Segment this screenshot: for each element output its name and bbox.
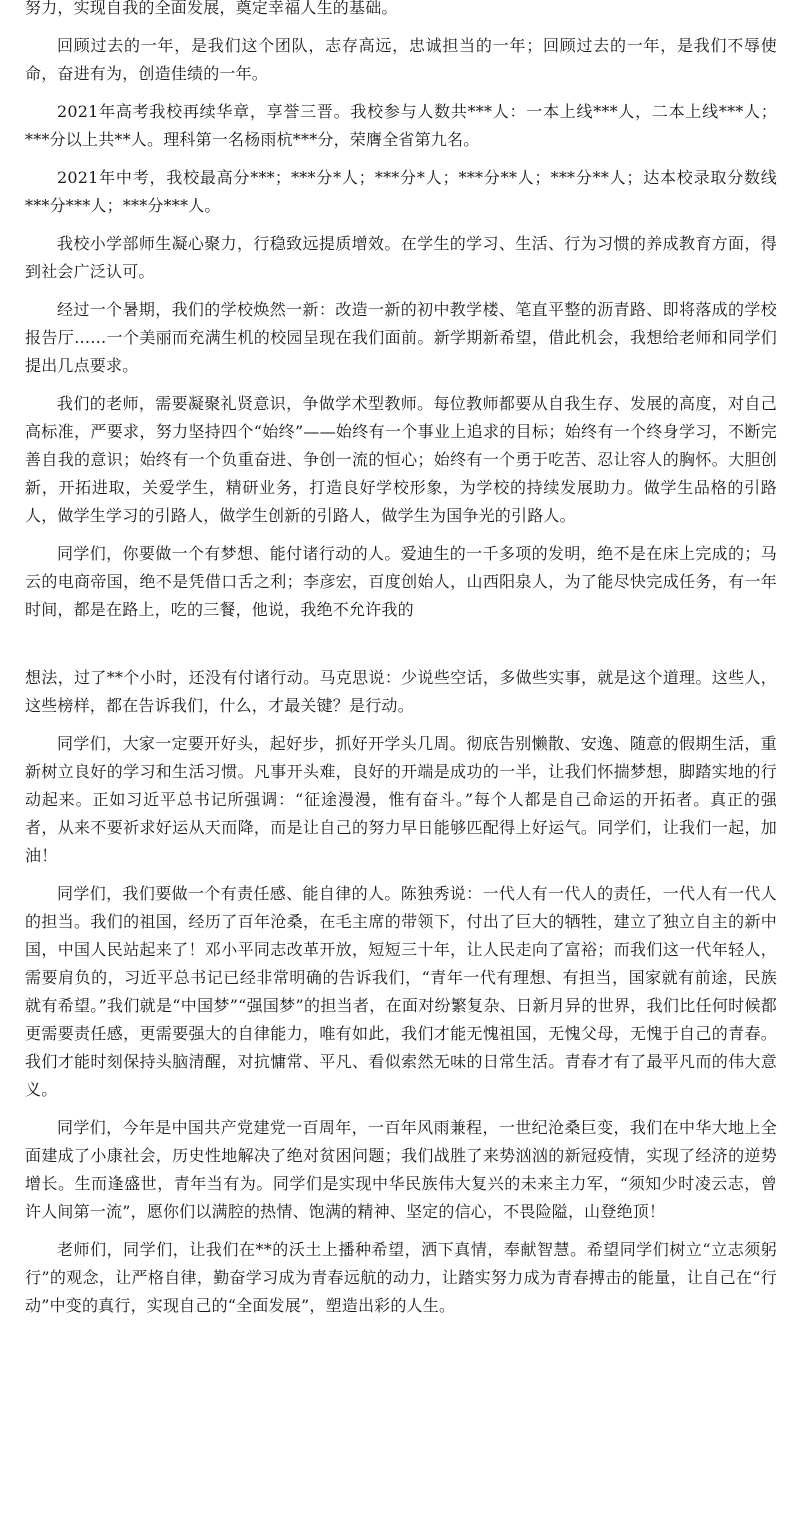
paragraph: 老师们，同学们，让我们在**的沃土上播种希望，洒下真情，奉献智慧。希望同学们树立“立志须躬行”的观念，让严格自律，勤奋学习成为青春远航的动力，让踏实努力成为青春搏击的能量，让自己在“行动”中变的真行，实现自己的“全面发展”，塑造出彩的人生。 [25,1240,777,1315]
paragraph: 想法，过了**个小时，还没有付诸行动。马克思说：少说些空话，多做些实事，就是这个道理。这些人，这些榜样，都在告诉我们，什么，才最关键？是行动。 [25,668,777,715]
paragraph: 同学们，我们要做一个有责任感、能自律的人。陈独秀说：一代人有一代人的责任，一代人有一代人的担当。我们的祖国，经历了百年沧桑，在毛主席的带领下，付出了巨大的牺牲，建立了独立自主的新中国，中国人民站起来了！邓小平同志改革开放，短短三十年，让人民走向了富裕；而我们这一代年轻人，需要肩负的，习近平总书记已经非常明确的告诉我们，“青年一代有理想、有担当，国家就有前途，民族就有希望。”我们就是“中国梦”“强国梦”的担当者，在面对纷繁复杂、日新月异的世界，我们比任何时候都更需要责任感，更需要强大的自律能力，唯有如此，我们才能无愧祖国，无愧父母，无愧于自己的青春。我们才能时刻保持头脑清醒，对抗慵常、平凡、看似索然无味的日常生活。青春才有了最平凡而的伟大意义。 [25,884,777,1099]
paragraph: 我们的老师，需要凝聚礼贤意识，争做学术型教师。每位教师都要从自我生存、发展的高度，对自己高标准，严要求，努力坚持四个“始终”——始终有一个事业上追求的目标；始终有一个终身学习，不断完善自我的意识；始终有一个负重奋进、争创一流的恒心；始终有一个勇于吃苦、忍让容人的胸怀。大胆创新，开拓进取，关爱学生，精研业务，打造良好学校形象，为学校的持续发展助力。做学生品格的引路人，做学生学习的引路人，做学生创新的引路人，做学生为国争光的引路人。 [25,394,777,525]
paragraph: 2021年中考，我校最高分***；***分*人；***分*人；***分**人；***分**人；达本校录取分数线***分***人；***分***人。 [25,168,777,215]
paragraph: 努力，实现自我的全面发展，奠定幸福人生的基础。 [25,0,398,17]
paragraph: 回顾过去的一年，是我们这个团队，志存高远，忠诚担当的一年；回顾过去的一年，是我们不辱使命，奋进有为，创造佳绩的一年。 [25,36,777,83]
paragraph: 同学们，你要做一个有梦想、能付诸行动的人。爱迪生的一千多项的发明，绝不是在床上完成的；马云的电商帝国，绝不是凭借口舌之利；李彦宏，百度创始人，山西阳泉人，为了能尽快完成任务，有一年时间，都是在路上，吃的三餐，他说，我绝不允许我的 [25,544,777,619]
paragraph: 我校小学部师生凝心聚力，行稳致远提质增效。在学生的学习、生活、行为习惯的养成教育方面，得到社会广泛认可。 [25,234,777,281]
page-1-text-block [25,0,777,634]
paragraph: 同学们，今年是中国共产党建党一百周年，一百年风雨兼程，一世纪沧桑巨变，我们在中华大地上全面建成了小康社会，历史性地解决了绝对贫困问题；我们战胜了来势汹汹的新冠疫情，实现了经济的逆势增长。生而逢盛世，青年当有为。同学们是实现中华民族伟大复兴的未来主力军，“须知少时凌云志，曾许人间第一流”，愿你们以满腔的热情、饱满的精神、坚定的信心，不畏险隘，山登绝顶！ [25,1118,777,1221]
paragraph: 经过一个暑期，我们的学校焕然一新：改造一新的初中教学楼、笔直平整的沥青路、即将落成的学校报告厅……一个美丽而充满生机的校园呈现在我们面前。新学期新希望，借此机会，我想给老师和同学们提出几点要求。 [25,300,777,375]
paragraph: 2021年高考我校再续华章，享誉三晋。我校参与人数共***人：一本上线***人，二本上线***人；***分以上共**人。理科第一名杨雨杭***分，荣膺全省第九名。 [25,102,777,149]
paragraph: 同学们，大家一定要开好头，起好步，抓好开学头几周。彻底告别懒散、安逸、随意的假期生活，重新树立良好的学习和生活习惯。凡事开头难，良好的开端是成功的一半，让我们怀揣梦想，脚踏实地的行动起来。正如习近平总书记所强调：“征途漫漫，惟有奋斗。”每个人都是自己命运的开拓者。真正的强者，从来不要祈求好运从天而降，而是让自己的努力早日能够匹配得上好运气。同学们，让我们一起，加油！ [25,734,777,865]
page-2-text-block [25,664,777,1330]
